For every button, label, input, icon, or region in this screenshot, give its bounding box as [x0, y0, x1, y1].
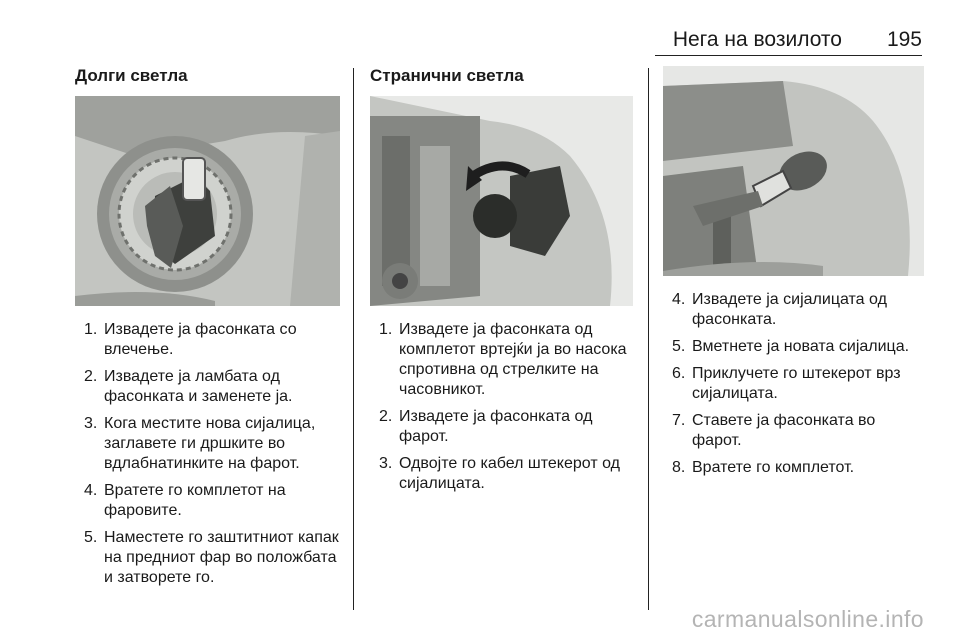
- step-number: 4.: [84, 482, 98, 499]
- watermark: carmanualsonline.info: [691, 606, 924, 632]
- step-text: Вратете го комплетот на фаровите.: [104, 482, 286, 519]
- header-rule: [655, 55, 922, 56]
- list-item: [663, 364, 928, 404]
- chapter-title: Нега на возилото: [672, 28, 842, 51]
- list-item: [75, 367, 343, 407]
- step-number: 5.: [84, 529, 98, 546]
- step-text: Приклучете го штекерот врз сијалицата.: [692, 365, 901, 402]
- step-text: Ставете ја фасонката во фарот.: [692, 412, 876, 449]
- step-text: Кога местите нова сијалица, заглавете ги дршките во вдлабнатинките на фарот.: [104, 415, 316, 472]
- step-number: 1.: [379, 321, 393, 338]
- step-text: Одвојте го кабел штекерот од сијалицата.: [399, 455, 620, 492]
- list-item: [663, 411, 928, 451]
- section-high-beam: [75, 66, 343, 86]
- step-text: Вратете го комплетот.: [692, 459, 855, 476]
- step-number: 1.: [84, 321, 98, 338]
- step-number: 2.: [84, 368, 98, 385]
- step-number: 3.: [84, 415, 98, 432]
- bulb-replacement-steps: [663, 290, 928, 485]
- list-item: [370, 407, 638, 447]
- list-item: [75, 528, 343, 588]
- list-item: [663, 337, 928, 357]
- list-item: [370, 454, 638, 494]
- step-number: 2.: [379, 408, 393, 425]
- list-item: [75, 481, 343, 521]
- list-item: [75, 414, 343, 474]
- list-item: [370, 320, 638, 400]
- high-beam-bulb-illustration: [75, 96, 340, 306]
- column-divider: [648, 68, 649, 610]
- step-number: 3.: [379, 455, 393, 472]
- step-text: Извадете ја фасонката со влечење.: [104, 321, 297, 358]
- step-text: Извадете ја фасонката од фарот.: [399, 408, 593, 445]
- step-text: Вметнете ја новата сијалица.: [692, 338, 910, 355]
- step-text: Наместете го заштитниот капак на предниот фар во положбата и затворете го.: [104, 529, 339, 586]
- section-title: Странични светла: [370, 66, 524, 85]
- high-beam-steps: [75, 320, 343, 595]
- side-light-socket-illustration: [370, 96, 633, 306]
- side-light-bulb-removal-illustration: [663, 66, 924, 276]
- section-title: Долги светла: [75, 66, 188, 85]
- column-divider: [353, 68, 354, 610]
- list-item: [75, 320, 343, 360]
- list-item: [663, 458, 928, 478]
- step-text: Извадете ја сијалицата од фасонката.: [692, 291, 887, 328]
- page-header: [0, 0, 960, 56]
- step-number: 4.: [672, 291, 686, 308]
- list-item: [663, 290, 928, 330]
- step-number: 7.: [672, 412, 686, 429]
- step-number: 5.: [672, 338, 686, 355]
- section-side-lights: [370, 66, 638, 86]
- side-light-steps: [370, 320, 638, 501]
- step-number: 6.: [672, 365, 686, 382]
- step-number: 8.: [672, 459, 686, 476]
- step-text: Извадете ја ламбата од фасонката и заменете ја.: [104, 368, 293, 405]
- page-number: 195: [886, 28, 922, 51]
- step-text: Извадете ја фасонката од комплетот вртејќи ја во насока спротивна од стрелките на часовникот.: [399, 321, 627, 398]
